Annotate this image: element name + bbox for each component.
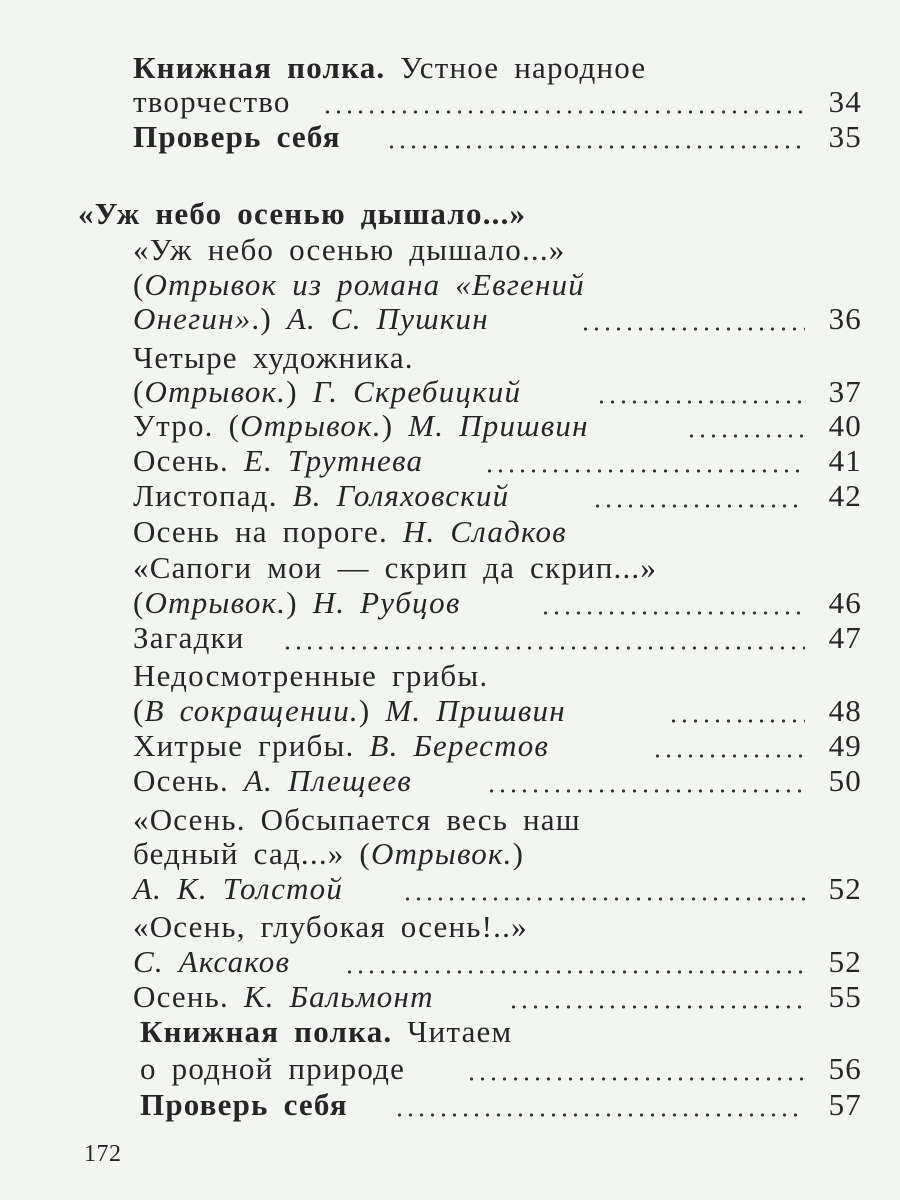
toc-entry-prishvin-mushrooms-l2 (0, 691, 900, 731)
toc-entry-aksakov-l2 (0, 942, 900, 982)
section-heading (0, 194, 900, 234)
dot-leader (540, 611, 805, 615)
paren: ) (512, 836, 525, 871)
entry-title: Хитрые грибы. (133, 728, 370, 763)
page-number: 48 (828, 693, 862, 728)
entry-author: А. С. Пушкин (286, 301, 489, 336)
toc-entry-aksakov (0, 907, 900, 947)
entry-note: Отрывок. (144, 585, 287, 620)
check-yourself-label: Проверь себя (133, 119, 341, 154)
check-yourself-label: Проверь себя (140, 1087, 348, 1122)
entry-title: Листопад. (133, 478, 293, 513)
entry-title: Осень на пороге. (133, 514, 403, 549)
page-number: 37 (828, 374, 862, 409)
paren: ) (358, 693, 386, 728)
toc-entry-riddles (0, 618, 900, 658)
entry-author: Н. Рубцов (312, 585, 461, 620)
section-title: «Уж небо осенью дышало...» (78, 196, 527, 231)
page-number: 42 (828, 478, 862, 513)
entry-note-cont: Онегин» (133, 301, 252, 336)
entry-title: «Осень, глубокая осень!..» (133, 909, 528, 944)
entry-author: А. Плещеев (243, 763, 412, 798)
entry-author: В. Голяховский (292, 478, 510, 513)
entry-title: «Осень. Обсыпается весь наш (133, 802, 581, 837)
toc-entry-pleshcheev (0, 761, 900, 801)
dot-leader (394, 1113, 805, 1117)
entry-title: Четыре художника. (133, 340, 414, 375)
paren: .) (251, 301, 287, 336)
page-number: 52 (828, 871, 862, 906)
paren: ) (381, 408, 409, 443)
toc-entry-prishvin-mushrooms (0, 656, 900, 696)
dot-leader (344, 970, 805, 974)
toc-entry-trutneva (0, 441, 900, 481)
paren: ( (133, 374, 145, 409)
page-number: 34 (828, 84, 862, 119)
toc-entry-bookshelf-nature (0, 1012, 900, 1052)
page-number: 47 (828, 620, 862, 655)
page-number: 46 (828, 585, 862, 620)
entry-note: Отрывок из романа «Евгений (144, 267, 586, 302)
entry-author: Н. Сладков (402, 514, 567, 549)
page-number: 35 (828, 119, 862, 154)
entry-title-cont: бедный сад...» ( (133, 836, 371, 871)
page-number: 49 (828, 728, 862, 763)
entry-title: Загадки (133, 620, 245, 655)
dot-leader (508, 1005, 805, 1009)
paren: ( (133, 585, 145, 620)
page-number: 50 (828, 763, 862, 798)
toc-entry-bookshelf-oral-cont (0, 82, 900, 122)
toc-entry-rubtsov-l2 (0, 583, 900, 623)
toc-entry-tolstoy-l2 (0, 834, 900, 874)
entry-author: Г. Скребицкий (312, 374, 522, 409)
dot-leader (386, 145, 805, 149)
entry-title: Осень. (133, 763, 244, 798)
entry-author: К. Бальмонт (243, 979, 434, 1014)
entry-note: Отрывок. (144, 374, 287, 409)
toc-entry-berestov (0, 726, 900, 766)
page-folio: 172 (84, 1141, 122, 1167)
toc-entry-golyakhovsky (0, 476, 900, 516)
paren: ( (133, 693, 145, 728)
toc-entry-tolstoy-l3 (0, 869, 900, 909)
page-number: 55 (828, 979, 862, 1014)
toc-entry-balmont (0, 977, 900, 1017)
dot-leader (652, 754, 805, 758)
dot-leader (486, 789, 805, 793)
dot-leader (484, 469, 805, 473)
dot-leader (686, 434, 805, 438)
entry-title: Осень. (133, 443, 244, 478)
page-number: 41 (828, 443, 862, 478)
entry-title-cont: о родной природе (140, 1051, 406, 1086)
toc-entry-pushkin-l3 (0, 299, 900, 339)
entry-author: А. К. Толстой (133, 871, 344, 906)
entry-note: В сокращении. (144, 693, 359, 728)
dot-leader (596, 400, 805, 404)
page-number: 36 (828, 301, 862, 336)
dot-leader (322, 110, 805, 114)
dot-leader (592, 504, 805, 508)
page-number: 40 (828, 408, 862, 443)
page-number: 57 (828, 1087, 862, 1122)
paren: ( (133, 267, 145, 302)
toc-entry-pushkin (0, 230, 900, 270)
entry-title: «Сапоги мои — скрип да скрип...» (133, 550, 658, 585)
toc-entry-prishvin-morning (0, 406, 900, 446)
entry-author: М. Пришвин (385, 693, 566, 728)
page-number: 56 (828, 1051, 862, 1086)
bookshelf-label: Книжная полка. (140, 1014, 393, 1049)
entry-title: «Уж небо осенью дышало...» (133, 232, 566, 267)
dot-leader (668, 719, 805, 723)
page-number: 52 (828, 944, 862, 979)
paren: ) (286, 585, 313, 620)
paren: ) (286, 374, 313, 409)
entry-title-cont: творчество (133, 84, 291, 119)
entry-note: Отрывок. (240, 408, 382, 443)
toc-entry-sladkov (0, 512, 900, 552)
entry-author: М. Пришвин (408, 408, 589, 443)
dot-leader (282, 646, 805, 650)
entry-title: Устное народное (385, 50, 647, 85)
dot-leader (402, 897, 805, 901)
toc-entry-check-yourself-1 (0, 117, 900, 157)
entry-author: С. Аксаков (133, 944, 291, 979)
entry-author: Е. Трутнева (243, 443, 424, 478)
entry-author: В. Берестов (369, 728, 550, 763)
entry-title: Недосмотренные грибы. (133, 658, 489, 693)
entry-title: Читаем (392, 1014, 513, 1049)
dot-leader (580, 327, 805, 331)
entry-title: Утро. ( (133, 408, 241, 443)
dot-leader (466, 1077, 805, 1081)
entry-title: Осень. (133, 979, 244, 1014)
toc-entry-bookshelf-nature-cont (0, 1049, 900, 1089)
entry-note: Отрывок. (370, 836, 513, 871)
toc-entry-check-yourself-2 (0, 1085, 900, 1125)
toc-entry-rubtsov (0, 548, 900, 588)
bookshelf-label: Книжная полка. (133, 50, 386, 85)
